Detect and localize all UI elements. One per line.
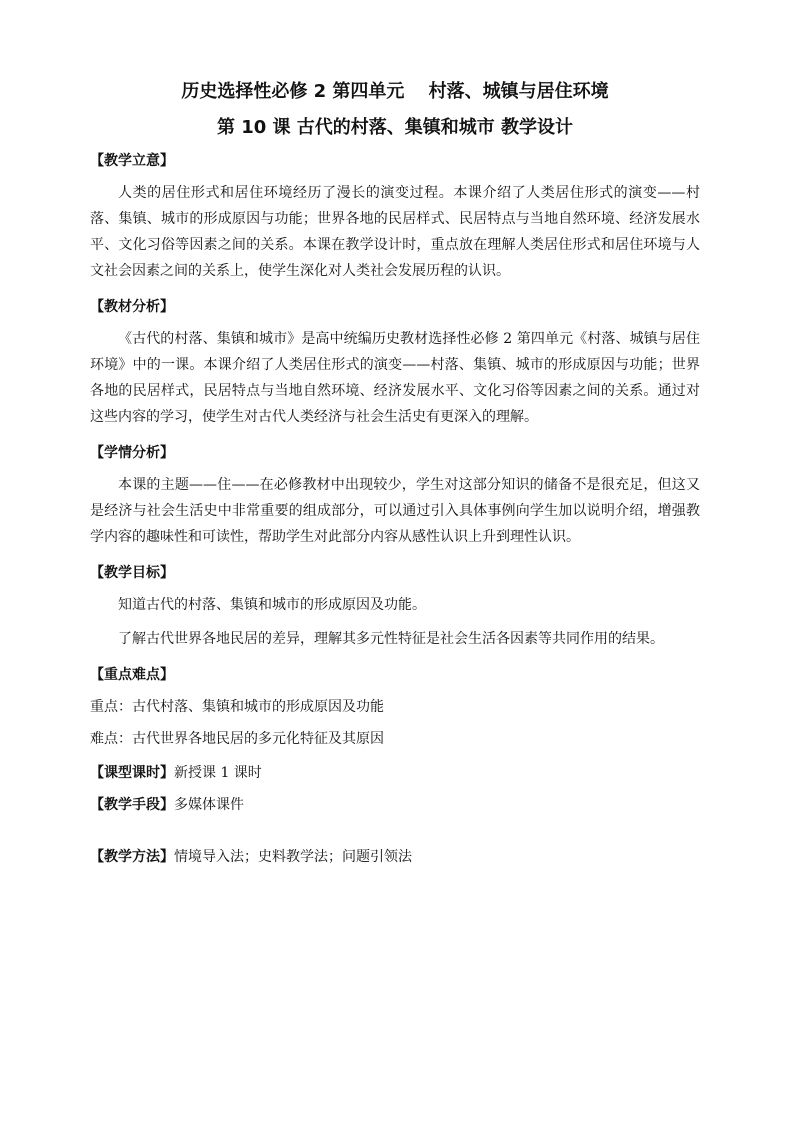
section-key-points — [90, 664, 700, 750]
section-body-intent: 人类的居住形式和居住环境经历了漫长的演变过程。本课介绍了人类居住形式的演变——村落、集镇、城市的形成原因与功能；世界各地的民居样式、民居特点与当地自然环境、经济发展水平、文化习俗等因素之间的关系。本课在教学设计时，重点放在理解人类居住形式和居住环境与人文社会因素之间的关系上，使学生深化对人类社会发展历程的认识。 — [90, 185, 700, 279]
teaching-methods-value: 情境导入法；史料教学法；问题引领法 — [174, 849, 412, 865]
document-title-lesson: 第 10 课 古代的村落、集镇和城市 教学设计 — [216, 117, 574, 138]
spacer — [90, 784, 700, 794]
teaching-methods-heading: 【教学方法】 — [90, 849, 174, 865]
section-heading-students: 【学情分析】 — [90, 445, 174, 461]
document-page — [90, 80, 700, 868]
lesson-type-line — [90, 762, 700, 784]
spacer — [90, 686, 700, 696]
lesson-type-value: 新授课 1 课时 — [174, 765, 262, 781]
teaching-methods-line — [90, 846, 700, 868]
section-heading-goals: 【教学目标】 — [90, 565, 174, 581]
teaching-means-line — [90, 794, 700, 816]
teaching-means-heading: 【教学手段】 — [90, 797, 174, 813]
goal-item-1: 知道古代的村落、集镇和城市的形成原因及功能。 — [118, 597, 426, 613]
section-heading-intent: 【教学立意】 — [90, 153, 174, 169]
difficult-point-line: 难点：古代世界各地民居的多元化特征及其原因 — [90, 731, 384, 747]
section-body-textbook: 《古代的村落、集镇和城市》是高中统编历史教材选择性必修 2 第四单元《村落、城镇与居住环境》中的一课。本课介绍了人类居住形式的演变——村落、集镇、城市的形成原因与功能；世界各地的民居样式，民居特点与当地自然环境、经济发展水平、文化习俗等因素之间的关系。通过对这些内容的学习，使学生对古代人类经济与社会生活史有更深入的理解。 — [90, 331, 700, 425]
key-point-line: 重点：古代村落、集镇和城市的形成原因及功能 — [90, 699, 384, 715]
goal-item-2: 了解古代世界各地民居的差异，理解其多元性特征是社会生活各因素等共同作用的结果。 — [118, 631, 664, 647]
section-intent — [90, 150, 700, 284]
section-textbook — [90, 296, 700, 430]
section-students — [90, 442, 700, 550]
section-heading-textbook: 【教材分析】 — [90, 299, 174, 315]
teaching-means-value: 多媒体课件 — [174, 797, 244, 813]
lesson-type-heading: 【课型课时】 — [90, 765, 174, 781]
document-title-unit: 历史选择性必修 2 第四单元 村落、城镇与居住环境 — [181, 81, 609, 102]
spacer — [90, 816, 700, 846]
section-heading-key-points: 【重点难点】 — [90, 667, 174, 683]
section-body-students: 本课的主题——住——在必修教材中出现较少，学生对这部分知识的储备不是很充足，但这又是经济与社会生活史中非常重要的组成部分，可以通过引入具体事例向学生加以说明介绍，增强教学内容的趣味性和可读性，帮助学生对此部分内容从感性认识上升到理性认识。 — [90, 477, 700, 545]
spacer — [90, 718, 700, 728]
section-goals — [90, 562, 700, 652]
